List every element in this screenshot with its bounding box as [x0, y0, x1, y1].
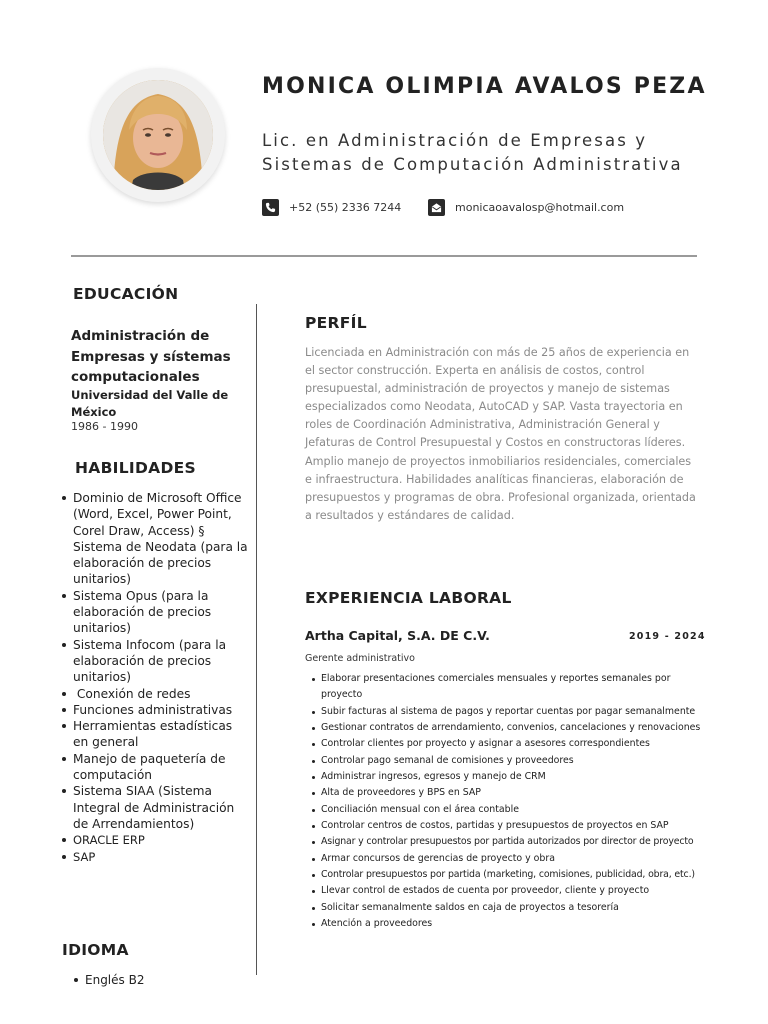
skills-heading: HABILIDADES — [75, 459, 196, 477]
list-item: Herramientas estadísticas en general — [73, 718, 248, 751]
education-years: 1986 - 1990 — [71, 420, 138, 433]
skills-list — [73, 490, 248, 865]
list-item: Elaborar presentaciones comerciales mensuales y reportes semanales por proyecto — [321, 671, 691, 704]
portrait-illustration — [103, 80, 213, 190]
list-item: Controlar clientes por proyecto y asignar a asesores correspondientes — [321, 736, 716, 752]
list-item: Controlar presupuestos por partida (marketing, comisiones, publicidad, obra, etc.) — [321, 867, 716, 883]
list-item: Alta de proveedores y BPS en SAP — [321, 785, 716, 801]
list-item: Asignar y controlar presupuestos por partida autorizados por director de proyecto — [321, 834, 716, 850]
column-divider — [256, 304, 257, 975]
list-item: Controlar pago semanal de comisiones y proveedores — [321, 753, 716, 769]
list-item: Dominio de Microsoft Office (Word, Excel, Power Point, Corel Draw, Access) § Sistema de Neodata (para la elaboración de precios unitarios) — [73, 491, 248, 587]
list-item: Sistema Infocom (para la elaboración de precios unitarios) — [73, 637, 248, 686]
email-icon — [428, 199, 445, 216]
email-address[interactable]: monicaoavalosp@hotmail.com — [455, 201, 625, 214]
list-item: Administrar ingresos, egresos y manejo de CRM — [321, 769, 716, 785]
list-item: Llevar control de estados de cuenta por proveedor, cliente y proyecto — [321, 883, 716, 899]
candidate-title: Lic. en Administración de Empresas y Sistemas de Computación Administrativa — [262, 131, 683, 174]
education-heading: EDUCACIÓN — [73, 285, 179, 303]
profile-summary: Licenciada en Administración con más de 25 años de experiencia en el sector construcción. Experta en análisis de costos, control presupuestal, administración de proyectos y manejo de sistemas especializados como Neodata, AutoCAD y SAP. Vasta trayectoria en roles de Coordinación Administrativa, Administración General y Jefaturas de Control Presupuestal y Costos en constructoras líderes. Amplio manejo de proyectos inmobiliarios residenciales, comerciales e infraestructura. Habilidades analíticas financieras, elaboración de presupuestos y programas de obra. Profesional organizada, orientada a resultados y estándares de calidad. — [305, 346, 696, 522]
list-item: Conexión de redes — [73, 686, 248, 702]
list-item: Subir facturas al sistema de pagos y reportar cuentas por pagar semanalmente — [321, 704, 716, 720]
list-item: Sistema SIAA (Sistema Integral de Administración de Arrendamientos) — [73, 783, 248, 832]
languages-heading: IDIOMA — [62, 941, 129, 959]
list-item: Armar concursos de gerencias de proyecto y obra — [321, 851, 716, 867]
profile-photo — [103, 80, 213, 190]
list-item: Conciliación mensual con el área contable — [321, 802, 716, 818]
list-item: Gestionar contratos de arrendamiento, convenios, cancelaciones y renovaciones — [321, 720, 716, 736]
phone-icon — [262, 199, 279, 216]
list-item: Manejo de paquetería de computación — [73, 751, 248, 784]
profile-photo-frame — [91, 68, 225, 202]
job-dates: 2019 - 2024 — [629, 631, 706, 642]
job-role: Gerente administrativo — [305, 653, 415, 664]
job-company: Artha Capital, S.A. DE C.V. — [305, 628, 490, 643]
header-divider — [71, 255, 697, 257]
job-duties-list — [321, 671, 716, 933]
list-item: Funciones administrativas — [73, 702, 248, 718]
experience-heading: EXPERIENCIA LABORAL — [305, 589, 512, 607]
list-item: ORACLE ERP — [73, 832, 248, 848]
education-school: Universidad del Valle de México — [71, 388, 229, 419]
email-contact — [428, 199, 624, 216]
list-item: Sistema Opus (para la elaboración de precios unitarios) — [73, 588, 248, 637]
languages-list — [85, 972, 144, 988]
list-item: Englés B2 — [85, 973, 145, 987]
list-item: Solicitar semanalmente saldos en caja de proyectos a tesorería — [321, 900, 716, 916]
phone-contact — [262, 199, 401, 216]
phone-number[interactable]: +52 (55) 2336 7244 — [289, 201, 402, 214]
profile-heading: PERFÍL — [305, 314, 367, 332]
list-item: Atención a proveedores — [321, 916, 716, 932]
candidate-name: MONICA OLIMPIA AVALOS PEZA — [262, 74, 707, 99]
education-degree: Administración de Empresas y sístemas computacionales — [71, 328, 231, 385]
list-item: SAP — [73, 849, 248, 865]
list-item: Controlar centros de costos, partidas y presupuestos de proyectos en SAP — [321, 818, 716, 834]
